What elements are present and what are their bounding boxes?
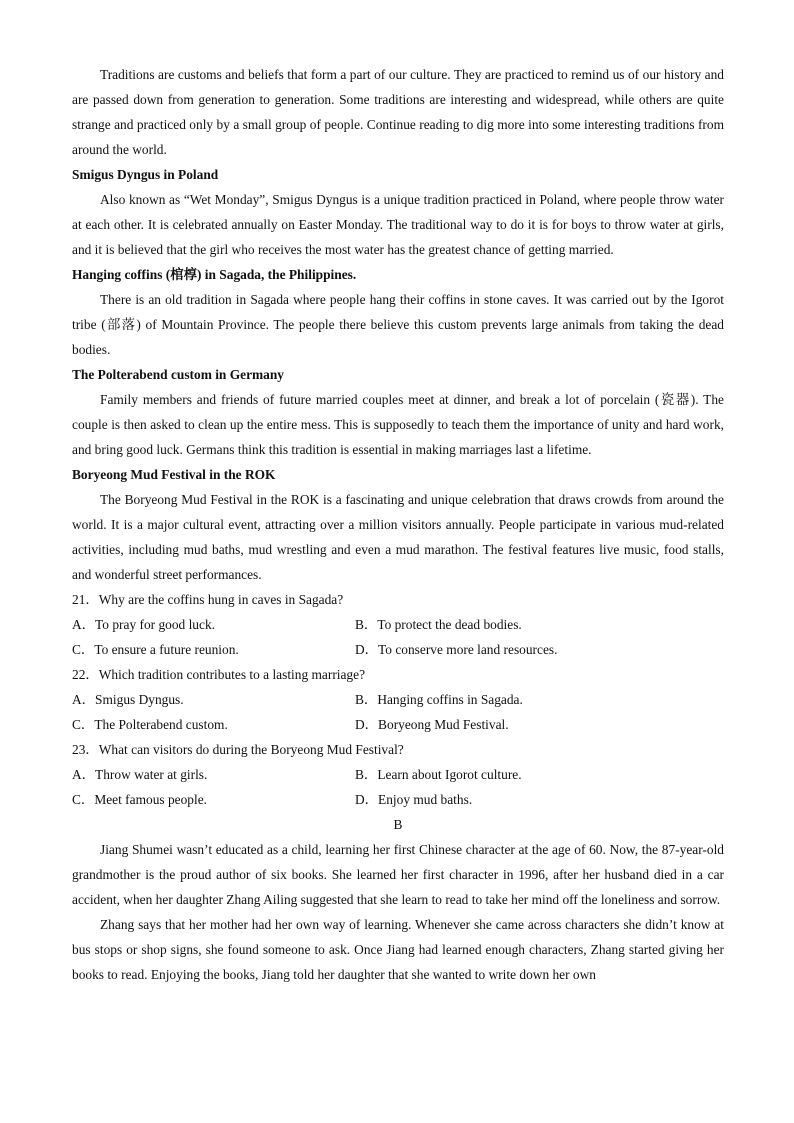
option-c[interactable]: C．Meet famous people. bbox=[72, 792, 207, 807]
option-a[interactable]: A．Smigus Dyngus. bbox=[72, 692, 184, 707]
option-d[interactable]: D．To conserve more land resources. bbox=[355, 642, 558, 657]
question-23: 23．What can visitors do during the Boryeong Mud Festival? bbox=[72, 742, 404, 757]
option-c[interactable]: C．To ensure a future reunion. bbox=[72, 642, 239, 657]
section-heading-germany: The Polterabend custom in Germany bbox=[72, 367, 285, 382]
option-c[interactable]: C．The Polterabend custom. bbox=[72, 717, 228, 732]
question-21-options bbox=[72, 612, 724, 662]
intro-paragraph: Traditions are customs and beliefs that form a part of our culture. They are practiced to remind us of our history and are passed down from generation to generation. Some traditions are interesting and widespread, while others are quite strange and practiced only by a small group of people. Continue reading to dig more into some interesting traditions from around the world. bbox=[72, 67, 724, 157]
section-b-label: B bbox=[393, 817, 403, 832]
document-page bbox=[72, 62, 724, 987]
question-23-options bbox=[72, 762, 724, 812]
question-22: 22．Which tradition contributes to a lasting marriage? bbox=[72, 667, 366, 682]
question-21: 21．Why are the coffins hung in caves in Sagada? bbox=[72, 592, 344, 607]
section-heading-sagada: Hanging coffins (棺椁) in Sagada, the Philippines. bbox=[72, 267, 357, 282]
section-text-germany: Family members and friends of future married couples meet at dinner, and break a lot of porcelain (瓷器). The couple is then asked to clean up the entire mess. This is supposedly to teach them the importance of unity and hard work, and bring good luck. Germans think this tradition is essential in making marriages last a lifetime. bbox=[72, 392, 724, 457]
option-a[interactable]: A．Throw water at girls. bbox=[72, 767, 208, 782]
section-heading-boryeong: Boryeong Mud Festival in the ROK bbox=[72, 467, 276, 482]
option-b[interactable]: B．Hanging coffins in Sagada. bbox=[355, 692, 523, 707]
section-text-boryeong: The Boryeong Mud Festival in the ROK is a fascinating and unique celebration that draws crowds from around the world. It is a major cultural event, attracting over a million visitors annually. People participate in various mud-related activities, including mud baths, mud wrestling and even a mud marathon. The festival features live music, food stalls, and wonderful street performances. bbox=[72, 492, 724, 582]
section-heading-poland: Smigus Dyngus in Poland bbox=[72, 167, 219, 182]
section-text-poland: Also known as “Wet Monday”, Smigus Dyngus is a unique tradition practiced in Poland, where people throw water at each other. It is celebrated annually on Easter Monday. The traditional way to do it is for boys to throw water at girls, and it is believed that the girl who receives the most water has the greatest chance of getting married. bbox=[72, 192, 724, 257]
section-text-sagada: There is an old tradition in Sagada where people hang their coffins in stone caves. It was carried out by the Igorot tribe (部落) of Mountain Province. The people there believe this custom prevents large animals from taking the dead bodies. bbox=[72, 292, 724, 357]
option-b[interactable]: B．Learn about Igorot culture. bbox=[355, 767, 522, 782]
option-d[interactable]: D．Enjoy mud baths. bbox=[355, 792, 473, 807]
option-a[interactable]: A．To pray for good luck. bbox=[72, 617, 215, 632]
option-d[interactable]: D．Boryeong Mud Festival. bbox=[355, 717, 509, 732]
option-b[interactable]: B．To protect the dead bodies. bbox=[355, 617, 522, 632]
question-22-options bbox=[72, 687, 724, 737]
passage-b-paragraph-2: Zhang says that her mother had her own way of learning. Whenever she came across characters she didn’t know at bus stops or shop signs, she found someone to ask. Once Jiang had learned enough characters, Zhang started giving her books to read. Enjoying the books, Jiang told her daughter that she wanted to write down her own bbox=[72, 917, 724, 982]
passage-b-paragraph-1: Jiang Shumei wasn’t educated as a child, learning her first Chinese character at the age of 60. Now, the 87-year-old grandmother is the proud author of six books. She learned her first character in 1996, after her husband died in a car accident, when her daughter Zhang Ailing suggested that she learn to read to take her mind off the loneliness and sorrow. bbox=[72, 842, 724, 907]
